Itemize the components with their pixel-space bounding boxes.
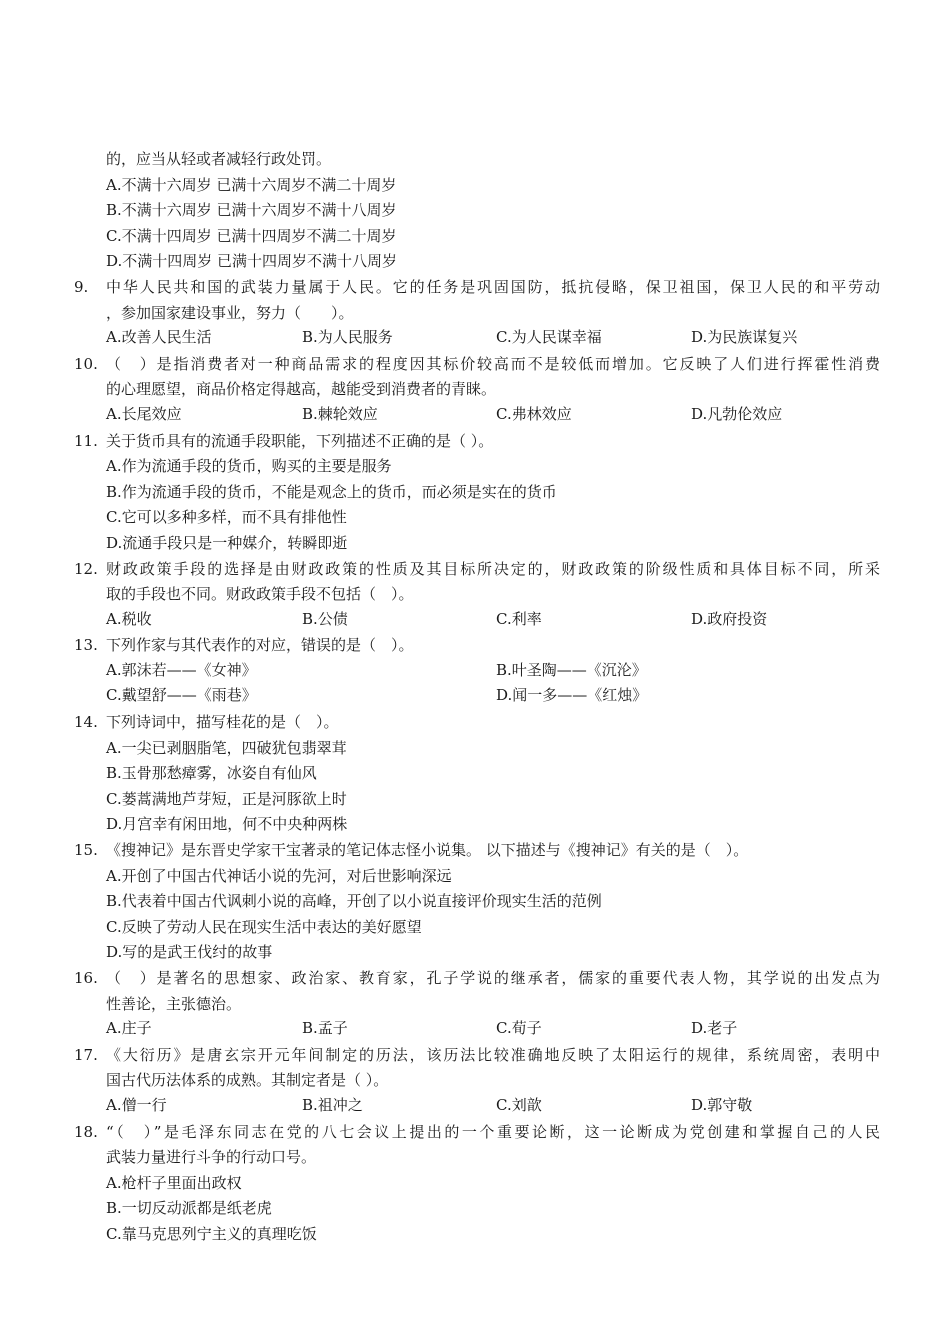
- option-a: A.作为流通手段的货币，购买的主要是服务: [106, 457, 392, 476]
- option-b: B.玉骨那愁瘴雾，冰姿自有仙风: [106, 764, 317, 783]
- question-8-continuation: [74, 147, 880, 275]
- option-b: B.叶圣陶——《沉沦》: [496, 660, 647, 679]
- question-10: [74, 352, 880, 429]
- option-b: B.作为流通手段的货币，不能是观念上的货币，而必须是实在的货币: [106, 482, 557, 501]
- option-b: B.代表着中国古代讽刺小说的高峰，开创了以小说直接评价现实生活的范例: [106, 892, 602, 911]
- question-stem-cont: 国古代历法体系的成熟。其制定者是（ ）。: [106, 1071, 389, 1090]
- option-d: D.凡勃伦效应: [691, 404, 783, 423]
- question-number: 13.: [74, 636, 98, 655]
- option-a: A.税收: [106, 609, 152, 628]
- question-stem: 财政政策手段的选择是由财政政策的性质及其目标所决定的，财政政策的阶级性质和具体目标不同，所采: [106, 559, 880, 578]
- question-stem: 中华人民共和国的武装力量属于人民。它的任务是巩固国防，抵抗侵略，保卫祖国，保卫人民的和平劳动: [106, 277, 880, 296]
- question-number: 9.: [74, 277, 89, 296]
- question-stem: （ ）是著名的思想家、政治家、教育家，孔子学说的继承者，儒家的重要代表人物，其学说的出发点为: [106, 969, 880, 987]
- question-number: 15.: [74, 841, 98, 860]
- option-c: C.蒌蒿满地芦芽短，正是河豚欲上时: [106, 789, 347, 808]
- option-d: D.流通手段只是一种媒介，转瞬即逝: [106, 533, 348, 552]
- option-d: D.写的是武王伐纣的故事: [106, 943, 273, 962]
- question-stem: 关于货币具有的流通手段职能，下列描述不正确的是（ ）。: [106, 431, 494, 450]
- question-15: [74, 838, 880, 966]
- question-stem-cont: 武装力量进行斗争的行动口号。: [106, 1148, 317, 1167]
- option-b: B.棘轮效应: [302, 404, 378, 423]
- option-c: C.反映了劳动人民在现实生活中表达的美好愿望: [106, 917, 422, 936]
- question-number: 10.: [74, 354, 98, 373]
- question-11: [74, 429, 880, 557]
- question-stem: “（ ）”是毛泽东同志在党的八七会议上提出的一个重要论断，这一论断成为党创建和掌握自己的人民: [106, 1122, 880, 1141]
- question-17: [74, 1043, 880, 1120]
- option-d: D.政府投资: [691, 609, 768, 628]
- option-a: A.一尖已剥胭脂笔，四破犹包翡翠茸: [106, 738, 347, 757]
- option-c: C.不满十四周岁 已满十四周岁不满二十周岁: [106, 226, 397, 245]
- option-c: C.弗林效应: [496, 404, 572, 423]
- option-b: B.祖冲之: [302, 1095, 363, 1114]
- question-number: 16.: [74, 969, 98, 987]
- option-b: B.为人民服务: [302, 328, 393, 347]
- question-number: 11.: [74, 431, 98, 450]
- option-b: B.不满十六周岁 已满十六周岁不满十八周岁: [106, 201, 397, 220]
- question-9: [74, 275, 880, 352]
- question-stem-cont: 取的手段也不同。财政政策手段不包括（ ）。: [106, 585, 414, 604]
- option-d: D.老子: [691, 1019, 738, 1038]
- option-c: C.为人民谋幸福: [496, 328, 602, 347]
- option-c: C.它可以多种多样，而不具有排他性: [106, 508, 347, 527]
- question-number: 18.: [74, 1122, 98, 1141]
- question-stem: 下列诗词中，描写桂花的是（ ）。: [106, 713, 339, 732]
- option-b: B.孟子: [302, 1019, 348, 1038]
- option-a: A.长尾效应: [106, 404, 182, 423]
- question-stem: （ ）是指消费者对一种商品需求的程度因其标价较高而不是较低而增加。它反映了人们进行挥霍性消费: [106, 354, 880, 373]
- question-12: [74, 557, 880, 634]
- option-d: D.不满十四周岁 已满十四周岁不满十八周岁: [106, 252, 398, 271]
- option-b: B.公债: [302, 609, 348, 628]
- option-d: D.月宫幸有闲田地，何不中央种两株: [106, 815, 348, 834]
- question-8-tail: 的，应当从轻或者减轻行政处罚。: [106, 150, 332, 168]
- option-c: C.戴望舒——《雨巷》: [106, 686, 257, 705]
- option-c: C.利率: [496, 609, 542, 628]
- option-a: A.不满十六周岁 已满十六周岁不满二十周岁: [106, 175, 397, 194]
- option-a: A.僧一行: [106, 1095, 167, 1114]
- question-16: [74, 966, 880, 1043]
- question-list: [74, 147, 880, 1248]
- option-a: A.庄子: [106, 1019, 152, 1038]
- question-number: 14.: [74, 713, 98, 732]
- question-stem: 《搜神记》是东晋史学家干宝著录的笔记体志怪小说集。 以下描述与《搜神记》有关的是（ ）。: [106, 841, 749, 860]
- option-a: A.改善人民生活: [106, 328, 212, 347]
- option-d: D.闻一多——《红烛》: [496, 686, 648, 705]
- question-stem: 《大衍历》是唐玄宗开元年间制定的历法，该历法比较准确地反映了太阳运行的规律，系统周密，表明中: [106, 1045, 880, 1064]
- option-c: C.刘歆: [496, 1095, 542, 1114]
- question-stem-cont: ，参加国家建设事业，努力（ ）。: [106, 303, 354, 322]
- option-d: D.郭守敬: [691, 1095, 753, 1114]
- question-stem-cont: 性善论，主张德治。: [106, 994, 242, 1013]
- question-14: [74, 710, 880, 838]
- option-c: C.荀子: [496, 1019, 542, 1038]
- option-d: D.为民族谋复兴: [691, 328, 798, 347]
- option-c: C.靠马克思列宁主义的真理吃饭: [106, 1224, 317, 1243]
- question-number: 17.: [74, 1045, 98, 1064]
- option-a: A.郭沫若——《女神》: [106, 660, 257, 679]
- option-a: A.枪杆子里面出政权: [106, 1173, 242, 1192]
- option-b: B.一切反动派都是纸老虎: [106, 1199, 272, 1218]
- question-stem: 下列作家与其代表作的对应，错误的是（ ）。: [106, 636, 414, 655]
- question-13: [74, 633, 880, 710]
- question-18: [74, 1120, 880, 1248]
- question-number: 12.: [74, 559, 98, 578]
- option-a: A.开创了中国古代神话小说的先河，对后世影响深远: [106, 866, 452, 885]
- question-stem-cont: 的心理愿望，商品价格定得越高，越能受到消费者的青睐。: [106, 380, 497, 399]
